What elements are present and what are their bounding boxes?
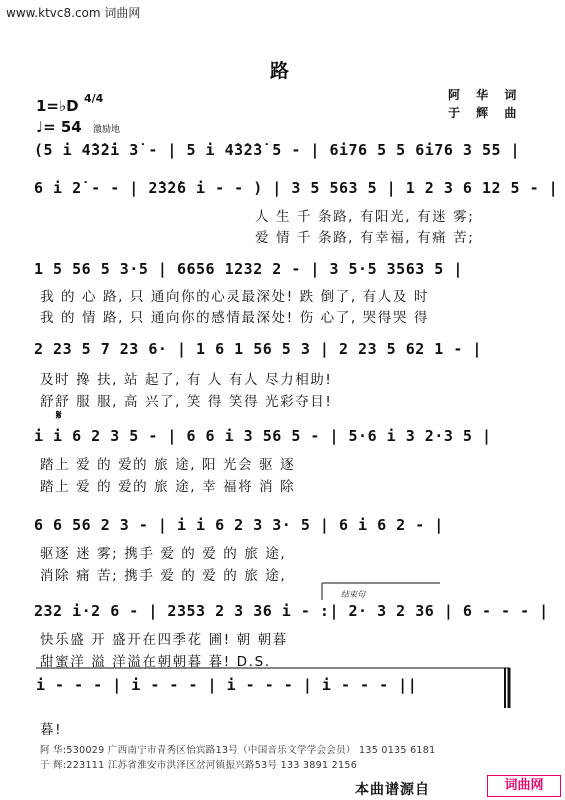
contact-lyricist: 阿 华:530029 广西南宁市青秀区怡宾路13号（中国音乐文学学会会员） 135 0135 6181 <box>40 745 436 756</box>
lyric-line-7b: 甜蜜洋 溢 洋溢在朝朝暮 暮! D.S. <box>40 654 271 670</box>
segno-sign: 𝄋 <box>56 408 62 423</box>
lyric-line-4b: 舒舒 服 服, 高 兴了, 笑 得 笑得 光彩夺目! <box>40 394 333 410</box>
score-line-3: 1 5 56 5 3·5 | 6656 1232 2 - | 3 5·5 3563 5 | <box>34 260 463 278</box>
expression-mark: 激励地 <box>93 125 121 135</box>
ending-lyric: 暮! <box>40 722 63 738</box>
site-url[interactable]: www.ktvc8.com 词曲网 <box>6 6 141 20</box>
key-signature: 1=♭D <box>36 97 79 115</box>
lyric-line-2b: 爱 情 千 条路, 有幸福, 有痛 苦; <box>255 230 475 246</box>
lyric-line-6a: 驱逐 迷 雾; 携手 爱 的 爱 的 旅 途, <box>40 546 287 562</box>
score-line-1: (5 i 4̇3̇2̇i 3̇ - | 5 i 4̇3̇2̇3̇ 5 - | 6i76 5 5 6i76 3 55 | <box>34 141 521 159</box>
composer-credit: 于 辉 曲 <box>448 106 523 120</box>
score-line-6: 6 6 56 2 3 - | i i 6 2 3 3· 5 | 6 i 6 2 - | <box>34 516 444 534</box>
lyric-line-4a: 及时 搀 扶, 站 起了, 有 人 有人 尽力相助! <box>40 372 333 388</box>
lyric-line-3a: 我 的 心 路, 只 通向你的心灵最深处! 跌 倒了, 有人及 时 <box>40 289 429 305</box>
ending-notes: i - - - | i - - - | i - - - | i - - - || <box>36 676 418 694</box>
site-logo[interactable]: 词曲网 <box>487 775 561 797</box>
song-title: 路 <box>270 60 292 82</box>
ending-marker: 结束句 <box>341 590 365 599</box>
time-signature-value: 4/4 <box>84 92 104 105</box>
lyric-line-5b: 踏上 爱 的 爱的 旅 途, 幸 福将 消 除 <box>40 479 296 495</box>
score-line-7: 232 i·2 6 - | 2353 2 3 36 i - :| 2· 3 2 36 | 6 - - - | <box>34 602 549 620</box>
score-line-2: 6 i 2̇ - - | 2̇3̇2̇6 i - - ) | 3 5 563 5 | 1 2 3 6 12 5 - | <box>34 179 559 197</box>
footer-brand: 本曲谱源自 <box>355 782 430 798</box>
lyric-line-2a: 人 生 千 条路, 有阳光, 有迷 雾; <box>255 209 475 225</box>
score-line-5: i i 6 2 3 5 - | 6 6 i 3 56 5 - | 5·6 i 3 2·3 5 | <box>34 427 492 445</box>
lyric-line-7a: 快乐盛 开 盛开在四季花 圃! 朝 朝暮 <box>40 632 288 648</box>
lyric-line-3b: 我 的 情 路, 只 通向你的感情最深处! 伤 心了, 哭得哭 得 <box>40 310 429 326</box>
contact-composer: 于 辉:223111 江苏省淮安市洪泽区岔河镇振兴路53号 133 3891 2156 <box>40 760 358 771</box>
score-line-4: 2 23 5 7 23 6· | 1 6 1 56 5 3 | 2 23 5 62 1 - | <box>34 340 482 358</box>
lyricist-credit: 阿 华 词 <box>448 88 523 102</box>
tempo-mark: ♩= 54 <box>36 118 82 136</box>
lyric-line-5a: 踏上 爱 的 爱的 旅 途, 阳 光会 驱 逐 <box>40 457 296 473</box>
lyric-line-6b: 消除 痛 苦; 携手 爱 的 爱 的 旅 途, <box>40 568 287 584</box>
